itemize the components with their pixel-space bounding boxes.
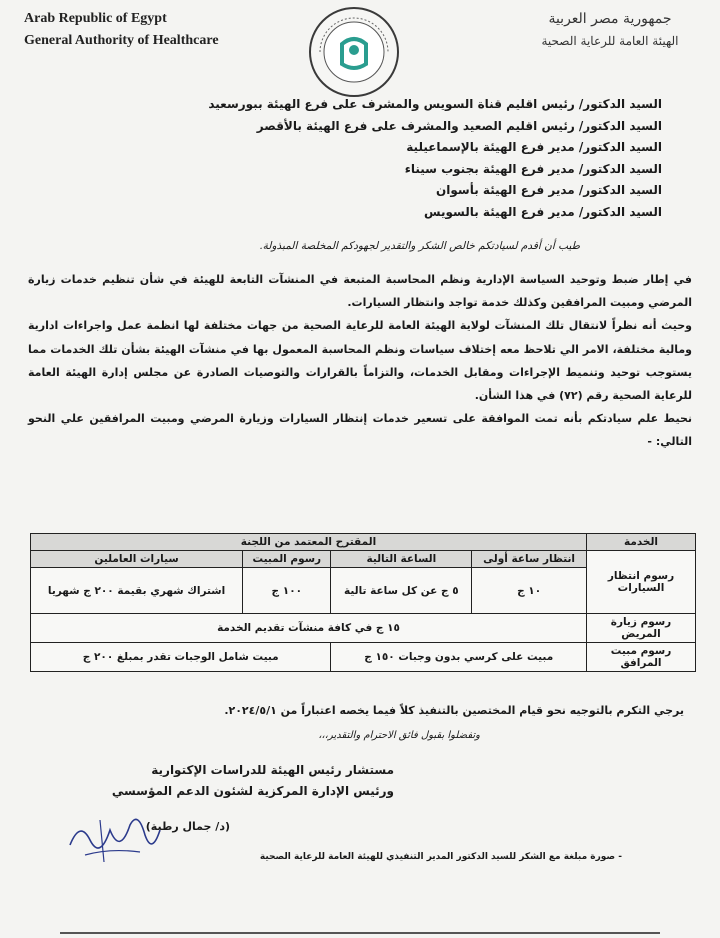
cell-staff-cars: اشتراك شهري بقيمة ٢٠٠ ج شهريا	[31, 568, 243, 614]
authority-logo-seal	[306, 4, 402, 100]
signatory-line-2: ورئيس الإدارة المركزية لشئون الدعم المؤسسي	[111, 784, 394, 798]
addressee-line: السيد الدكتور/ مدير فرع الهيئة بالسويس	[424, 204, 662, 219]
carbon-copy-note: - صورة مبلغة مع الشكر للسيد الدكتور المدير التنفيذي للهيئة العامة للرعاية الصحية	[259, 852, 622, 862]
cell-overnight: ١٠٠ ج	[243, 568, 331, 614]
addressee-line: السيد الدكتور/ رئيس اقليم قناة السويس والمشرف على فرع الهيئة ببورسعيد	[208, 97, 662, 111]
cell-first-hour: ١٠ ج	[472, 568, 587, 614]
addressee-line: السيد الدكتور/ مدير فرع الهيئة بأسوان	[436, 183, 662, 197]
header-ar-country: جمهورية مصر العربية	[548, 11, 672, 27]
subheader-staff-cars: سيارات العاملين	[31, 551, 243, 568]
body-paragraph: وحيث أنه نظراً لانتقال تلك المنشآت لولاية الهيئة العامة للرعاية الصحية من جهات مختلفة لها انظمة عمل واجراءات ادارية ومالية مختلفة، الامر الي تلاحظ معه إختلاف سياسات ونظم المحاسبة المعمول بها في منشآت الهيئة بشأن تلك الخدمات مما يستوجب توحيد وتنميط الإجراءات ومقابل الخدمات، والتزاماً بالقرارات والتوصيات الصادرة عن مجلس إدارة الهيئة العامة للرعاية الصحية رقم (٧٢) في هذا الشأن.	[28, 319, 692, 403]
addressee-list	[62, 94, 662, 223]
row-label-companion: رسوم مبيت المرافق	[587, 643, 696, 672]
header-ar-authority: الهيئة العامة للرعاية الصحية	[541, 34, 679, 48]
table-header-proposal: المقترح المعتمد من اللجنة	[31, 534, 587, 551]
signatory-line-1: مستشار رئيس الهيئة للدراسات الإكتوارية	[151, 763, 394, 777]
greeting-line: طيب أن أقدم لسيادتكم خالص الشكر والتقدير لجهودكم المخلصة المبذولة.	[259, 240, 580, 252]
cell-next-hour: ٥ ج عن كل ساعة تالية	[331, 568, 472, 614]
closing-regards: وتفضلوا بقبول فائق الاحترام والتقدير،،،	[318, 730, 480, 741]
subheader-first-hour: انتظار ساعة أولى	[472, 551, 587, 568]
cell-companion-meals: مبيت شامل الوجبات تقدر بمبلغ ٢٠٠ ج	[31, 643, 331, 672]
body-paragraph: في إطار ضبط وتوحيد السياسة الإدارية ونظم المحاسبة المتبعة في المنشآت التابعة للهيئة في شأن تنظيم خدمات زيارة المرضي ومبيت المرافقين وكذلك خدمة تواجد وانتظار السيارات.	[28, 273, 692, 310]
cell-visit-fee: ١٥ ج في كافة منشآت تقديم الخدمة	[31, 614, 587, 643]
signatory-title	[14, 760, 394, 802]
letter-body	[28, 268, 692, 454]
table-header-service: الخدمة	[587, 534, 696, 551]
signatory-name: (د/ جمال رطبة)	[145, 820, 230, 833]
body-paragraph: نحيط علم سيادتكم بأنه تمت الموافقة على تسعير خدمات إنتظار السيارات وزيارة المرضي ومبيت المرافقين علي النحو التالي: -	[28, 412, 692, 449]
cell-companion-chair: مبيت على كرسي بدون وجبات ١٥٠ ج	[331, 643, 587, 672]
closing-instruction: يرجي التكرم بالتوجيه نحو قيام المختصين بالتنفيذ كلاً فيما يخصه اعتباراً من ٢٠٢٤/٥/١.	[224, 704, 684, 717]
subheader-overnight: رسوم المبيت	[243, 551, 331, 568]
row-label-visit: رسوم زيارة المريض	[587, 614, 696, 643]
header-en-country: Arab Republic of Egypt	[24, 11, 167, 26]
addressee-line: السيد الدكتور/ مدير فرع الهيئة بالإسماعيلية	[406, 140, 662, 154]
subheader-next-hour: الساعة التالية	[331, 551, 472, 568]
row-label-parking: رسوم انتظار السيارات	[587, 551, 696, 614]
footer-divider	[60, 932, 660, 934]
fee-table	[30, 533, 696, 672]
header-english	[24, 8, 219, 52]
header-en-authority: General Authority of Healthcare	[24, 33, 219, 48]
addressee-line: السيد الدكتور/ مدير فرع الهيئة بجنوب سيناء	[404, 161, 662, 176]
header-arabic	[520, 8, 700, 52]
addressee-line: السيد الدكتور/ رئيس اقليم الصعيد والمشرف على فرع الهيئة بالأقصر	[256, 118, 662, 133]
